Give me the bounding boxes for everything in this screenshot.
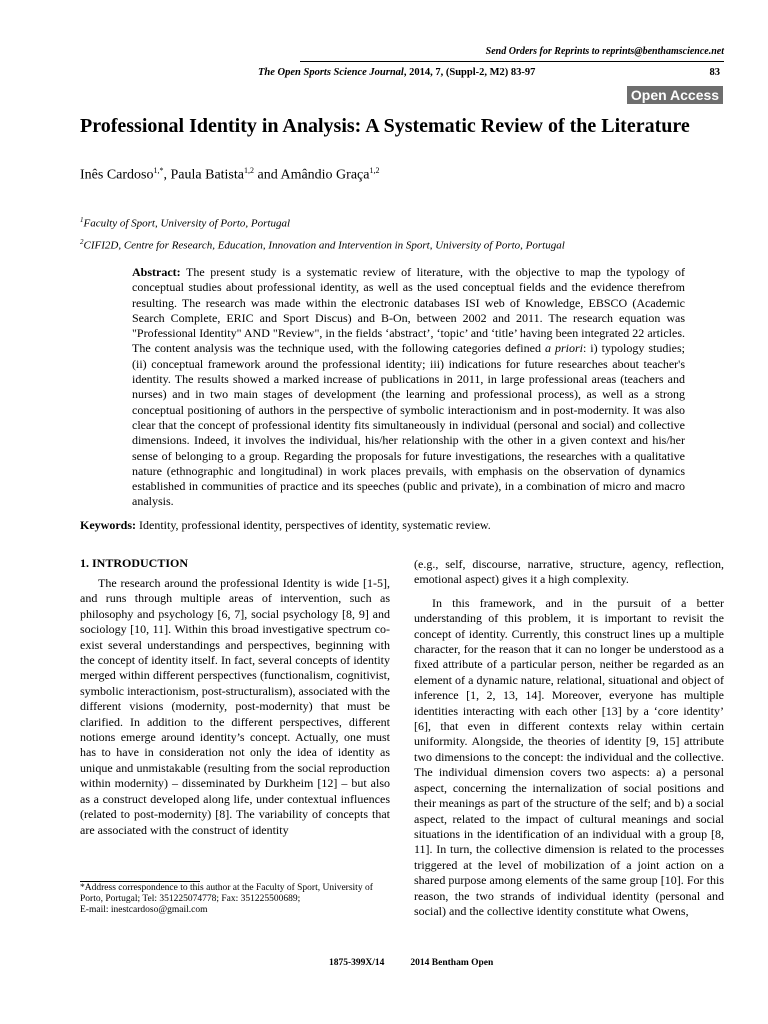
- publisher: 2014 Bentham Open: [410, 958, 494, 968]
- author-name: Inês Cardoso: [80, 167, 154, 183]
- author-separator: ,: [163, 167, 171, 183]
- affiliation-text: Faculty of Sport, University of Porto, Portugal: [83, 217, 291, 230]
- issn: 1875-399X/14: [329, 958, 385, 968]
- correspondence-footnote: [80, 883, 395, 917]
- open-access-badge: Open Access: [627, 86, 723, 104]
- right-column: [414, 557, 724, 919]
- affiliation-text: CIFI2D, Centre for Research, Education, Innovation and Intervention in Sport, University of Porto, Portugal: [83, 239, 565, 252]
- author-affiliation-mark: 1,*: [153, 166, 164, 175]
- author-name: Amândio Graça: [280, 167, 370, 183]
- body-paragraph: The research around the professional Identity is wide [1-5], and runs through multiple areas of intervention, such as philosophy and psychology [6, 7], social psychology [8, 9] and sociology [10, 11]. Within this broad investigative spectrum co-exist several understandings and perspectives, beginning with the concept of identity itself. In fact, several concepts of identity merged within different perspectives (functionalism, cognitivist, symbolic interactionism, post-structuralism), associated with the different visions (modernity, post-modernity) that must be clarified. In addition to the different perspectives, different notions emerge around identity’s concept. Actually, one must has to have in consideration not only the idea of identity as unique and unmistakable (resulting from the social reproduction within modernity) – disseminated by Durkheim [12] – but also as a construct developed along life, under contextual influences (related to post-modernity) [8]. The variability of concepts that are associated with the construct of identity: [80, 576, 390, 837]
- footnote-rule: [80, 881, 200, 882]
- article-title: Professional Identity in Analysis: A Systematic Review of the Literature: [80, 115, 690, 137]
- body-paragraph: In this framework, and in the pursuit of a better understanding of this problem, it is important to revisit the concept of identity. Currently, this construct lines up a multiple character, for the reason that it can no longer be understood as a fixed attribute of a particular person, neither be regarded as an element of a dynamic nature, relational, situational and object of inference [1, 2, 13, 14]. Moreover, everyone has multiple identities interacting with each other [13] by a ‘core identity’ [6], that even in different contexts relay within certain uniformity. Alongside, the theories of identity [9, 15] attribute two dimensions to the concept: the individual and the collective. The individual dimension covers two aspects: a) a personal aspect, concerning the internalization of social positions and their meanings as part of the structure of the self; and b) a social aspect, related to the impact of cultural meanings and social situations in the identification of an individual with a group [8, 11]. In turn, the collective dimension is related to the processes triggered at the level of mobilization of a joint action on a shared purpose among elements of the same group [10]. For this reason, the two strands of individual identity (personal and social) and the collective identity constitute what Owens,: [414, 595, 724, 918]
- keywords: [80, 518, 720, 533]
- abstract-text: The present study is a systematic review of literature, with the objective to map the typology of conceptual studies about professional identity, as well as the used conceptual fields and the evidence therefrom resulting. The research was made within the electronic databases ISI web of Knowledge, EBSCO (Academic Search Complete, ERIC and Sport Discus) and B-On, between 2002 and 2011. The research equation was "Professional Identity" AND "Review", in the fields ‘abstract’, ‘topic’ and ‘title’ having been integrated 22 articles. The content analysis was the technique used, with the following categories defined: [132, 265, 685, 356]
- abstract: [132, 265, 685, 510]
- footnote-email: E-mail: inestcardoso@gmail.com: [80, 905, 208, 916]
- footnote-address: *Address correspondence to this author at the Faculty of Sport, University of Porto, Portugal; Tel: 351225074778; Fax: 351225500689;: [80, 883, 373, 905]
- page-number: 83: [709, 67, 720, 78]
- journal-details: , 2014, 7, (Suppl-2, M2) 83-97: [403, 67, 536, 78]
- body-paragraph: (e.g., self, discourse, narrative, structure, agency, reflection, emotional aspect) gives it a high complexity.: [414, 557, 724, 587]
- abstract-text: : i) typology studies; (ii) conceptual framework around the professional identity; iii) indications for future researches about teacher's identity. The results showed a marked increase of publications in 2011, in large professional areas (teachers and nurses) and in two main stages of development (the learning and professional process), as well as a strong conceptual positioning of authors in the perspective of symbolic interactionism and in post-modernity. It was also clear that the concept of professional identity fits simultaneously in individual (personal and social) and collective dimensions. Indeed, it involves the individual, his/her relationship with the other in a given context and his/her sense of belonging to a group. Regarding the proposals for future investigations, the researches with a qualitative nature (ethnographic and longitudinal) in work places prevails, with emphasis on the observation of dynamics established in communities of practice and its speeches (public and private), in a combination of micro and macro analysis.: [132, 341, 685, 509]
- abstract-italic: a priori: [544, 341, 583, 356]
- author-separator: and: [254, 167, 281, 183]
- journal-title: The Open Sports Science Journal: [258, 67, 404, 78]
- page-footer: [329, 958, 519, 968]
- reprint-notice: Send Orders for Reprints to reprints@benthamscience.net: [485, 46, 724, 57]
- affiliation-mark: 2: [80, 238, 84, 246]
- author-affiliation-mark: 1,2: [244, 166, 254, 175]
- author-affiliation-mark: 1,2: [369, 166, 380, 175]
- journal-citation: [258, 67, 535, 78]
- author-list: [80, 166, 379, 184]
- section-heading: 1. INTRODUCTION: [80, 556, 189, 570]
- author-name: Paula Batista: [170, 167, 244, 183]
- affiliation-mark: 1: [80, 216, 84, 224]
- keywords-text: Identity, professional identity, perspectives of identity, systematic review.: [136, 518, 491, 532]
- left-column: [80, 576, 390, 838]
- affiliation: [80, 216, 290, 230]
- affiliation: [80, 238, 565, 252]
- abstract-label: Abstract:: [132, 265, 181, 279]
- header-rule: [300, 61, 724, 62]
- keywords-label: Keywords:: [80, 518, 136, 532]
